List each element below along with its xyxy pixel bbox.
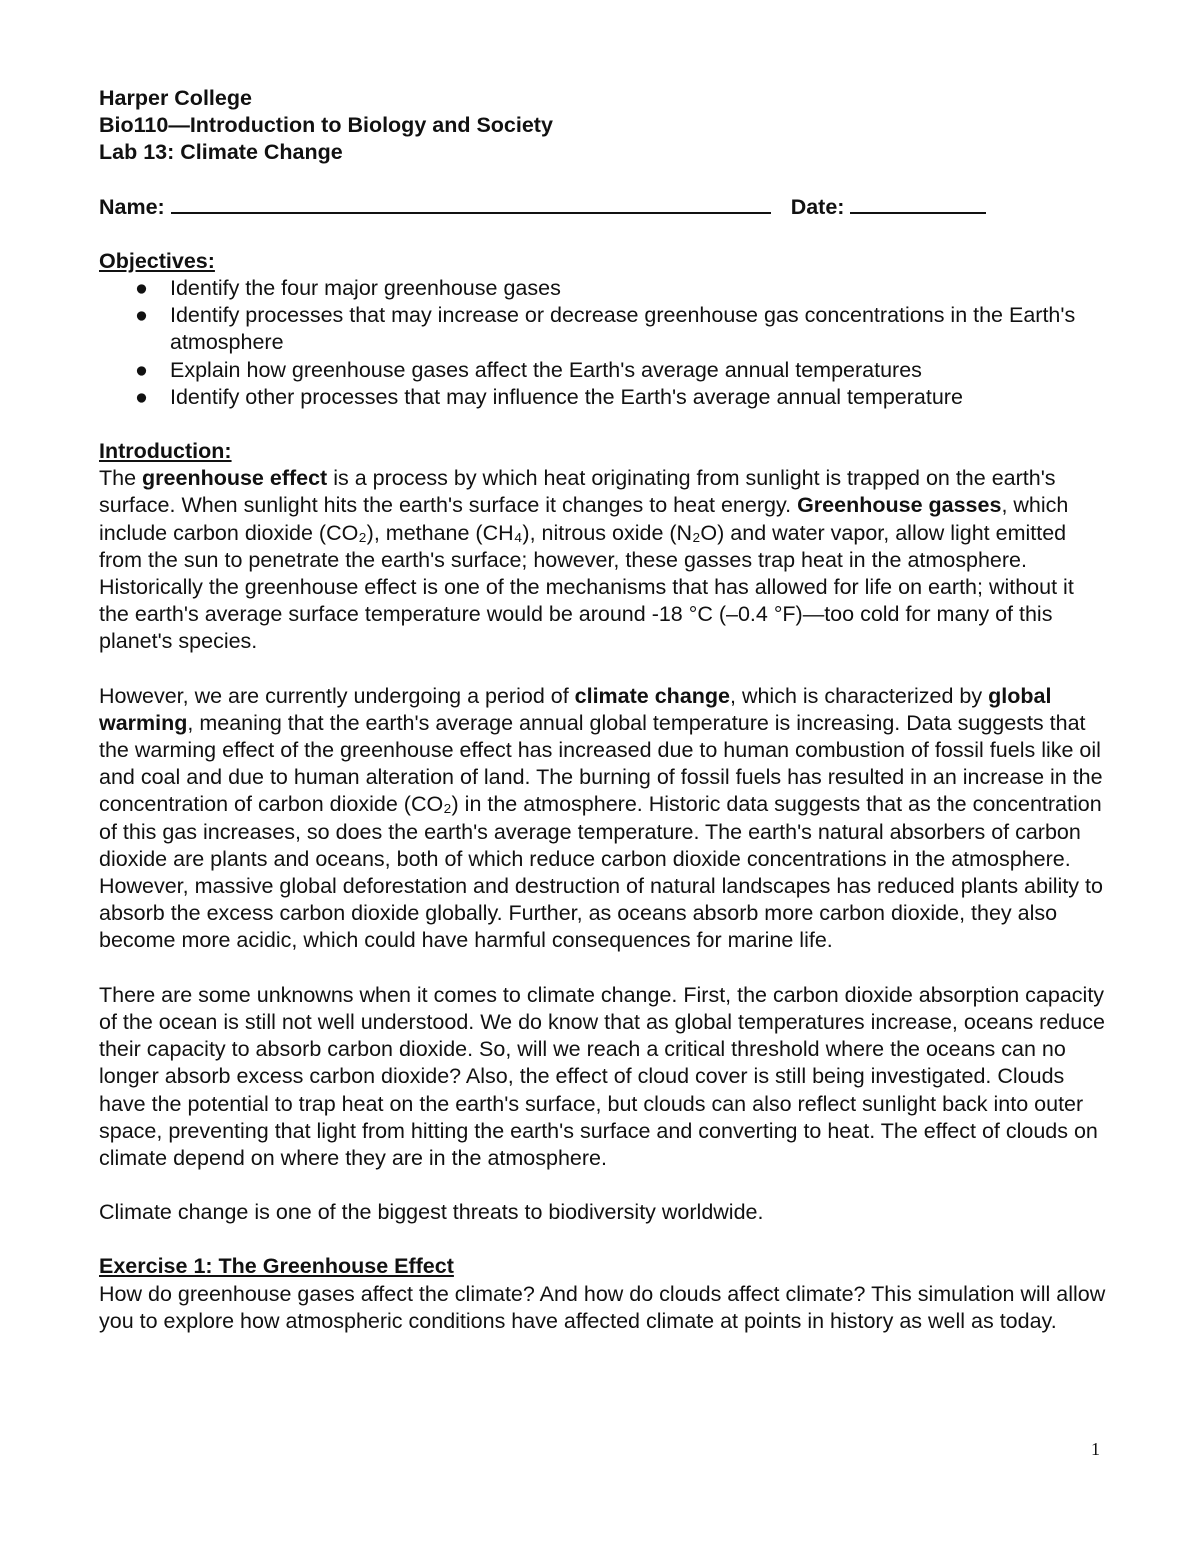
introduction-heading: Introduction:	[99, 439, 232, 464]
course-title: Bio110—Introduction to Biology and Society	[99, 113, 553, 138]
list-item	[99, 275, 1109, 302]
date-label: Date:	[790, 194, 845, 219]
intro-paragraph-3: There are some unknowns when it comes to climate change. First, the carbon dioxide absorption capacity of the ocean is still not well understood. We do know that as global temperatures increase, oceans reduce their capacity to absorb carbon dioxide. So, will we reach a critical threshold where the oceans can no longer absorb excess carbon dioxide? Also, the effect of cloud cover is still being investigated. Clouds have the potential to trap heat on the earth's surface, but clouds can also reflect sunlight back into outer space, preventing that light from hitting the earth's surface and converting to heat. The effect of clouds on climate depend on where they are in the atmosphere.	[99, 982, 1105, 1170]
bullet-icon: ●	[135, 303, 148, 328]
objective-text: Identify other processes that may influence the Earth's average annual temperature	[170, 384, 963, 409]
text-run: is a process by which heat originating from sunlight is trapped on the earth's surface. When sunlight hits the earth's surface it changes to heat energy.	[99, 466, 1056, 518]
term-greenhouse-gasses: Greenhouse gasses	[797, 493, 1002, 518]
lab-title: Lab 13: Climate Change	[99, 140, 343, 165]
intro-paragraph-4: Climate change is one of the biggest threats to biodiversity worldwide.	[99, 1200, 764, 1225]
text-run: However, we are currently undergoing a period of	[99, 683, 575, 708]
college-name: Harper College	[99, 86, 252, 110]
date-blank-line[interactable]	[850, 206, 986, 214]
term-climate-change: climate change	[574, 683, 730, 708]
objectives-list	[99, 275, 1109, 411]
list-item	[99, 302, 1109, 356]
list-item	[99, 357, 1109, 384]
exercise-1-heading: Exercise 1: The Greenhouse Effect	[99, 1254, 454, 1279]
list-item	[99, 384, 1109, 411]
objectives-heading: Objectives:	[99, 248, 215, 273]
page-number: 1	[1091, 1439, 1100, 1459]
objective-text: Identify the four major greenhouse gases	[170, 276, 561, 301]
document-page	[99, 85, 1109, 1335]
objective-text: Identify processes that may increase or decrease greenhouse gas concentrations in the Earth's atmosphere	[170, 303, 1076, 355]
name-blank-line[interactable]	[171, 206, 771, 214]
term-greenhouse-effect: greenhouse effect	[142, 466, 328, 491]
name-date-row	[99, 194, 1109, 221]
text-run: , meaning that the earth's average annual global temperature is increasing. Data suggests that the warming effect of the greenhouse effect has increased due to human combustion of fossil fuels like oil and coal and due to human alteration of land. The burning of fossil fuels has resulted in an increase in the concentration of carbon dioxide (CO₂) in the atmosphere. Historic data suggests that as the concentration of this gas increases, so does the earth's average temperature. The earth's natural absorbers of carbon dioxide are plants and oceans, both of which reduce carbon dioxide concentrations in the atmosphere. However, massive global deforestation and destruction of natural landscapes has reduced plants ability to absorb the excess carbon dioxide globally. Further, as oceans absorb more carbon dioxide, they also become more acidic, which could have harmful consequences for marine life.	[99, 710, 1103, 953]
text-run: , which include carbon dioxide (CO₂), methane (CH₄), nitrous oxide (N₂O) and water vapor, allow light emitted from the sun to penetrate the earth's surface; however, these gasses trap heat in the atmosphere. Historically the greenhouse effect is one of the mechanisms that has allowed for life on earth; without it the earth's average surface temperature would be around -18 °C (–0.4 °F)—too cold for many of this planet's species.	[99, 493, 1074, 654]
name-label: Name:	[99, 194, 165, 219]
term-global-warming: global warming	[99, 683, 1052, 735]
text-run: The	[99, 466, 143, 491]
bullet-icon: ●	[135, 276, 148, 301]
exercise-1-text: How do greenhouse gases affect the climate? And how do clouds affect climate? This simulation will allow you to explore how atmospheric conditions have affected climate at points in history as well as today.	[99, 1281, 1106, 1333]
objective-text: Explain how greenhouse gases affect the Earth's average annual temperatures	[170, 357, 922, 382]
text-run: , which is characterized by	[730, 683, 989, 708]
intro-paragraph-2	[99, 683, 1109, 955]
intro-paragraph-1	[99, 465, 1109, 655]
bullet-icon: ●	[135, 384, 148, 409]
bullet-icon: ●	[135, 357, 148, 382]
